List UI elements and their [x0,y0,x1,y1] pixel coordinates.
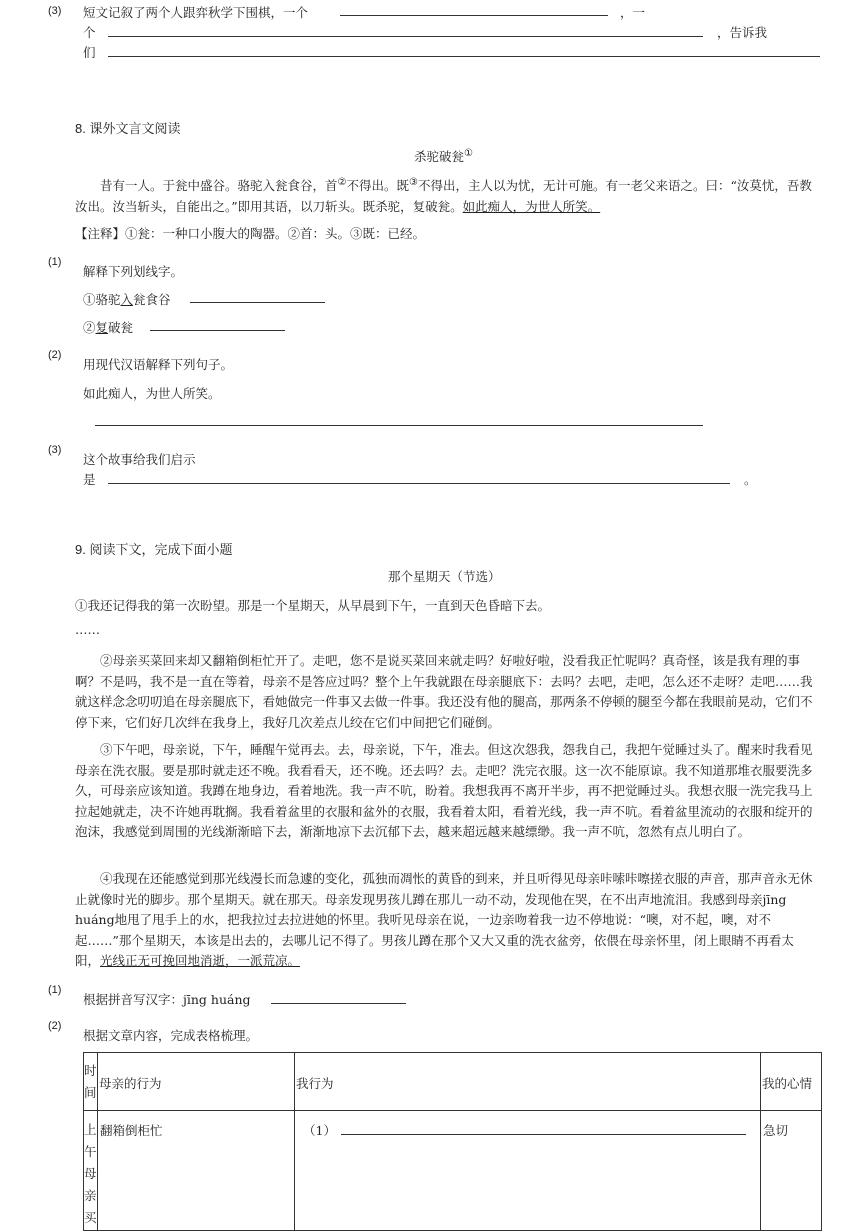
q7-3-answer-line-3[interactable] [108,56,820,57]
q8-2-answer-line[interactable] [95,425,703,426]
q9-1-answer-line[interactable] [271,1003,406,1004]
row1-time-cell: 上午母亲买 [84,1111,98,1231]
q9-1-number: (1) [48,984,62,996]
q9-underlined-sentence: 光线正无可挽回地消逝，一派荒凉。 [100,953,301,968]
q8-3-shi: 是 [83,472,96,487]
q7-3-text: 短文记叙了两个人跟弈秋学下围棋，一个 [83,5,309,20]
q7-3-number: (3) [48,5,62,17]
header-time-cell: 时间 [84,1053,98,1111]
q8-1-item2: ②复破瓮 [83,320,134,335]
row1-me-label: （1） [303,1123,336,1138]
q9-paragraph-3: ③下午吧，母亲说，下午，睡醒午觉再去。去，母亲说，下午，准去。但这次怨我，怨我自己，我把午觉睡过头了。醒来时我看见母亲在洗衣服。要是那时就走还不晚。我看看天，还不晚。还去吗？去。走吧？洗完衣服。这一次不能原谅。我不知道那堆衣服要洗多久，可母亲应该知道。我蹲在地身边，看着地洗。我一声不吭，盼着。我想我再不离开半步，再不把觉睡过头。我想衣服一洗完我马上拉起她就走，决不许她再耽搁。我看着盆里的衣服和盆外的衣服，我看着太阳，看着光线，我一声不吭。看着盆里流动的衣服和绽开的泡沫，我感觉到周围的光线渐渐暗下去，渐渐地凉下去沉郁下去，越来超远越来越缥缈。我一声不吭，忽然有点儿明白了。 [75,742,813,839]
q7-3-answer-line-2[interactable] [108,36,703,37]
q9-2-number: (2) [48,1020,62,1032]
row1-feel-cell: 急切 [761,1111,822,1231]
q9-heading: 9. 阅读下文，完成下面小题 [75,542,233,557]
q8-2-number: (2) [48,349,62,361]
q7-3-tell: ，告诉我 [717,25,768,40]
q7-3-men: 们 [83,45,96,60]
header-feel-cell: 我的心情 [761,1053,822,1111]
q9-1-prompt: 根据拼音写汉字：jīng huáng [83,992,251,1007]
header-me-cell: 我行为 [295,1053,761,1111]
q8-title: 杀驼破瓮① [414,147,473,164]
q7-3-ge: 个 [83,25,96,40]
q8-underlined-sentence: 如此痴人，为世人所笑。 [462,198,601,214]
table-header-row [84,1053,822,1111]
row1-me-answer-line[interactable] [341,1134,746,1135]
q8-1-number: (1) [48,256,62,268]
q8-3-end: 。 [744,472,757,487]
row1-mother-cell: 翻箱倒柜忙 [98,1111,295,1231]
q9-summary-table [83,1052,822,1231]
q9-2-prompt: 根据文章内容，完成表格梳理。 [83,1028,259,1043]
q9-ellipsis: …… [75,622,100,637]
q8-notes: 【注释】①瓮：一种口小腹大的陶器。②首：头。③既：已经。 [75,226,426,241]
q8-1-answer-2[interactable] [150,330,285,331]
q7-3-comma: ，一 [620,5,646,20]
q9-paragraph-2: ②母亲买菜回来却又翻箱倒柜忙开了。走吧，您不是说买菜回来就走吗？好啦好啦，没看我正忙呢吗？真奇怪，该是我有理的事啊？不是吗，我不是一直在等着，母亲不是答应过吗？整个上午我就跟在母亲腿底下：去吗？去吧，走吧，怎么还不走呀？走吧……我就这样念念叨叨追在母亲腿底下，看她做完一件事又去做一件事。我还没有他的腿高，那两条不停顿的腿至今都在我眼前晃动，它们不停下来，它们好几次绊在我身上，我好几次差点儿绞在它们中间把它们碰倒。 [75,653,813,730]
table-row [84,1111,822,1231]
q8-3-prompt: 这个故事给我们启示 [83,452,196,467]
q8-passage: 昔有一人。于瓮中盛谷。骆驼入瓮食谷，首②不得出。既③不得出，主人以为忧，无计可施。有一老父来语之。曰：“汝莫忧，吾教汝出。汝当斩头，自能出之。”即用其语，以刀斩头。既杀驼，复破瓮。如此痴人，为世人所笑。 [75,177,812,214]
q7-3-answer-line-1[interactable] [340,15,608,16]
q9-paragraph-1: ①我还记得我的第一次盼望。那是一个星期天，从早晨到下午，一直到天色昏暗下去。 [75,598,551,613]
q8-title-note: ① [464,147,473,159]
q8-1-answer-1[interactable] [190,302,325,303]
q8-1-prompt: 解释下列划线字。 [83,264,184,279]
q8-2-sentence: 如此痴人，为世人所笑。 [83,386,221,401]
header-mother-cell: 母亲的行为 [98,1053,295,1111]
row1-me-cell [295,1111,761,1231]
q9-paragraph-4: ④我现在还能感觉到那光线漫长而急遽的变化，孤独而凋怅的黄昏的到来，并且听得见母亲咔嗦咔嚓搓衣服的声音，那声音永无休止就像时光的脚步。那个星期天。就在那天。母亲发现男孩儿蹲在那儿一动不动，发现他在哭，在不出声地流泪。我感到母亲jīng huáng地甩了甩手上的水，把我拉过去拉进她的怀里。我听见母亲在说，一边亲吻着我一边不停地说：“噢，对不起，噢，对不起……”那个星期天，本该是出去的，去哪儿记不得了。男孩儿蹲在那个又大又重的洗衣盆旁，依偎在母亲怀里，闭上眼睛不再看太阳，光线正无可挽回地消逝，一派荒凉。 [75,871,813,968]
q8-2-prompt: 用现代汉语解释下列句子。 [83,357,234,372]
q8-3-answer-line[interactable] [108,483,730,484]
q8-1-item1: ①骆驼入瓮食谷 [83,292,171,307]
q8-heading: 8. 课外文言文阅读 [75,121,181,136]
q8-3-number: (3) [48,444,62,456]
q9-title: 那个星期天（节选） [388,569,501,584]
